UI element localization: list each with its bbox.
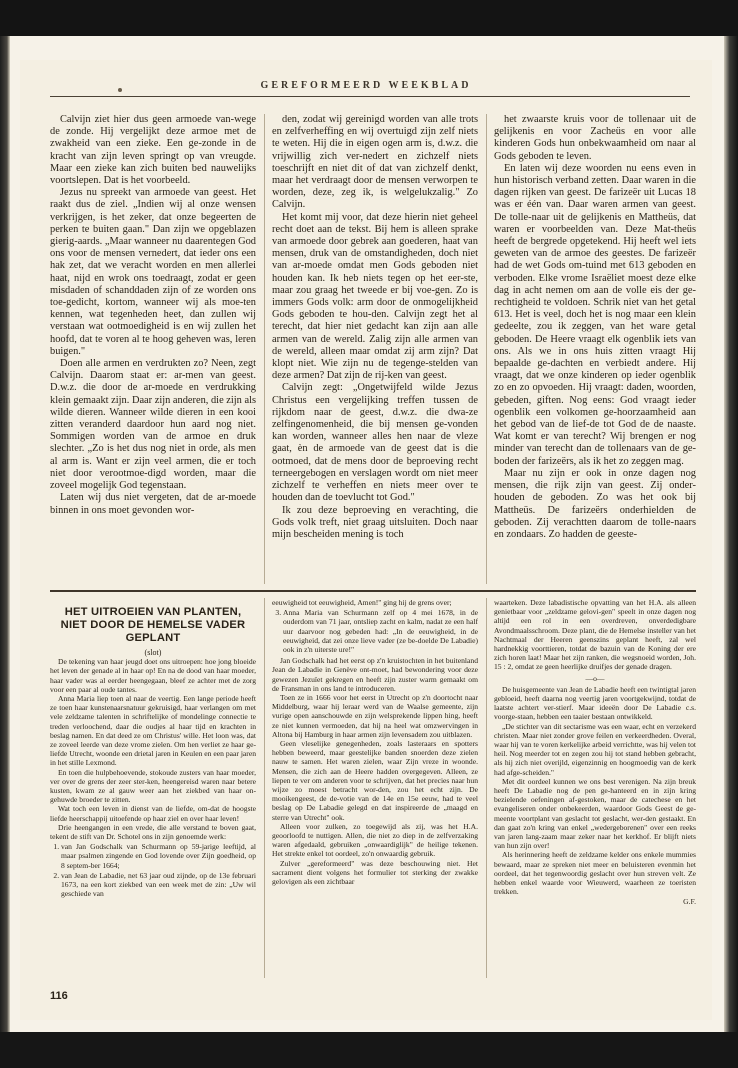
paragraph: Zulver „gereformeerd" was deze beschouwing niet. Het sacrament dient volgens het formulier tot sterking der zwakke gelovigen als een zichtbaar <box>272 858 478 887</box>
list-item: 3. Anna Maria van Schurmann zelf op 4 mei 1678, in de ouderdom van 71 jaar, ontsliep zacht en kalm, nadat ze een half uur daarvoor nog gebeden had: „In de eeuwigheid, in de eeuwigheid, dat zei onze lieve vader (ze be-doelde De Labadie) ook in z'n uiterste ure!" <box>283 608 478 654</box>
paragraph: Ik zou deze beproeving en verachting, die Gods volk treft, niet graag uitsluiten. Doch naar mijn bescheiden mening is toch <box>272 504 478 540</box>
header-rule <box>50 96 690 97</box>
paragraph: Als herinnering heeft de zeldzame kelder ons enkele mummies bewaard, maar ze spreken niet meer en beluisteren evenmin het oordeel, dat het tegenwoordig geslacht over hun streven velt. Ze hebben enkel waarde voor Wieuwerd, waarheen ze toeristen trekken. <box>494 850 696 897</box>
paragraph: eeuwigheid tot eeuwigheid, Amen!" ging hij de grens over; <box>272 598 452 607</box>
scan-bottom-border <box>0 1032 738 1068</box>
paragraph: En laten wij deze woorden nu eens even in hun historisch verband zetten. Daar waren in die dagen rijken van geest. De farizeër uit Lucas 18 was er één van. Daar waren armen van geest. De tolle-naar uit de gelijkenis en Mattheüs, dat waren er voorbeelden van. Deze Mat-theüs heeft de bergrede opgetekend. Hij heeft wel iets geweten van de armoe des geestes. De farizeër had de wet Gods om-tuind met 613 geboden en verboden. Elke vrome Israëliet moest deze elke dag in acht nemen om aan de volle eis der ge-rechtigheid te voldoen. Schrik niet van het getal 613. Het is veel, doch het is nog maar een klein gedeelte, zou ik zeggen, van het ware getal geboden. De Heere vraagt elk ogenblik iets van ons. Als we in ons huis zitten vraagt Hij bepaalde ge-dachten en verbiedt andere. Hij vraagt, dat we onze kinderen op ieder ogenblik zo en zo opvoeden. Hij vraagt: daden, woorden, gebeden, giften. Nog eens: God vraagt ieder ogenblik een volkomen ge-hoorzaamheid aan het gebod van de lief-de tot God de de naaste. Wat komt er van terecht? Wij brengen er nog minder van terecht dan de tollenaars van de ge-boden der farizeërs, als ik het zo zeggen mag. <box>494 162 696 467</box>
paragraph: Calvijn ziet hier dus geen armoede van-wege de zonde. Hij vergelijkt deze armoe met de zwakheid van een zieke. Een ge-zonde in de kracht van zijn leven springt op van vreugde. Maar een zieke kan zich buiten bed nauwelijks voortslepen. Dat is het voorbeeld. <box>50 114 256 187</box>
paragraph: Drie heengangen in een vrede, die alle verstand te boven gaat, tekent de stift van Dr. Schotel ons in zijn genoemde werk: <box>50 822 256 842</box>
paragraph: Wat toch een leven in dienst van de liefde, om-dat de hoogste liefde heerschappij uitoefende op haar ziel en over haar leven! <box>50 804 256 823</box>
numbered-list <box>272 608 478 654</box>
bottom-article-column-1 <box>50 598 256 1014</box>
scan-top-border <box>0 0 738 36</box>
paragraph: De huisgemeente van Jean de Labadie heeft een twintigtal jaren gebloeid, heeft daarna nog veertig jaren voortgekwijnd, totdat de laatste achtert ver-stierf. Maar ideeën door De Labadie c.s. voorge-staan, hebben een taaier bestaan ontwikkeld. <box>494 684 696 722</box>
paragraph: Calvijn zegt: „Ongetwijfeld wilde Jezus Christus een vergelijking treffen tussen de rijkdom naar de geest, d.w.z. die dwa-ze zelfingenomenheid, die bij mensen ge-vonden kan worden, wanneer alles hen naar de vleze gaat, èn de armoede van de geest dat is die ootmoed, dat de mens door de beproeving recht terneergebogen en verslagen wordt om niet meer zichzelf te verheffen en niets meer over te houden dan de toevlucht tot God." <box>272 382 478 504</box>
list-item: 1. van Jan Godschalk van Schurmann op 59-jarige leeftijd, al maar psalmen zingende en God lovende over Zijn goedheid, op 8 septem-ber 1664; <box>61 842 256 870</box>
top-article-column-1 <box>50 114 256 584</box>
paragraph: Maar nu zijn er ook in onze dagen nog mensen, die rijk zijn van geest. Zij onder-houden de geboden. Zo was het ook bij Mattheüs. De farizeërs onderhielden de geboden. Zij verachtten daarom de tolle-naars en zondaars. Zo hadden de geeste- <box>494 467 696 540</box>
top-article-column-2 <box>272 114 478 584</box>
paragraph: waarteken. Deze labadistische opvatting van het H.A. als alleen genietbaar voor „zeldzame gelovi-gen" speelt in onze dagen nog altijd een rol in een overdreven, onverdedigbare Avondmaalsschroom. Deze plant, die de Hemelse insteller van het Nachtmaal der Heeren geenszins geplant heeft, zal wel hardnekkig voorttieren, totdat de bazuin van de Koning der ere zich horen laat! Maar het zijn ranken, die wegsnoeid worden, Joh. 15 : 2, omdat ze geen heerlijke druifjes der genade dragen. <box>494 598 696 672</box>
column-divider <box>264 598 265 978</box>
list-item: 2. van Jean de Labadie, net 63 jaar oud zijnde, op de 13e februari 1673, na een kort ziekbed van een week met de zin: „Uw wil geschiede van <box>61 871 256 899</box>
column-divider <box>486 114 487 584</box>
scan-left-edge <box>0 36 10 1032</box>
paragraph: Geen vleselijke genegenheden, zoals lasteraars en spotters hebben beweerd, maar geestelijke banden snoerden deze zielen nauw te samen. Het waren zielen, waar Zijn vreze in woonde. Mensen, die zich aan de Heere hadden overgegeven. Alleen, ze liepen te ver om anderen voor te schrijven, dat het precies naar hun wijze zo moest betracht wor-den, zou het echt zijn. De mooikengeest, de de-votie van de 14e en 15e eeuw, had te veel beslag op De Labadie gelegd en dat inspireerde de „maagd en sterre van Utrecht" ook. <box>272 739 478 822</box>
column-divider <box>264 114 265 584</box>
paragraph: Anna Maria liep toen al naar de veertig. Een lange periode heeft ze toen haar kunstenaarsnatuur gekruisigd, haar verlangen om met vele zeldzame talenten in schriftelijke of mondelinge connectie te treden verloochend, daar die oudjes al haar tijd en krachten in beslag namen. En dat deed ze om Christus' wille. Het loon was, dat ze zoveel leerde van deze vrome zielen. Om hen verliet ze haar ge-liefde Utrecht, woonde een drietal jaren in Keulen en een paar jaren in het stille Lexmond. <box>50 694 256 768</box>
paragraph: Laten wij dus niet vergeten, dat de ar-moede binnen in ons moet gevonden wor- <box>50 492 256 516</box>
paragraph: „De stichter van dit sectarisme was een waar, echt en verzekerd christen. Maar niet zonder grove feilen en verkeerdheden. Overal, waar hij van te voren kerkelijke arbeid verrichtte, was hij velen tot heil. Nog meerder tot en zegen zou hij tot stand hebben gebracht, als hij zich niet overijld, eigenzinnig en hoogmoedig van de kerk had afge-scheiden." <box>494 721 696 777</box>
paragraph: De tekening van haar jeugd doet ons uitroepen: hoe jong bloeide het leven der genade al in haar op! En na de dood van haar moeder, haar vader was al eerder heengegaan, bleef ze achter met de zorg voor een paar al oude tantes. <box>50 657 256 694</box>
author-signature: G.F. <box>683 896 696 906</box>
paragraph: Het komt mij voor, dat deze hierin niet geheel recht doet aan de tekst. Bij hem is alleen sprake van armoede door gebrek aan goederen, haat van mensen, druk van de omstandigheden, doch niet van ar-moede omdat men Gods geboden niet houden kan. Ik heb niets tegen op het eer-ste, maar zou graag het tweede er bij voe-gen. Zo is immers Gods volk: arm door de onmogelijkheid Gods geboden te hou-den. Calvijn zegt het al terecht, dat hier niet gedacht kan zijn aan alle armen van de wereld. Zalig zijn alle armen van de wereld, alleen maar omdat zij arm zijn? Dat klopt niet. Wie zijn nu de tegenge-stelden van deze armen? Dat zijn de rij-ken van geest. <box>272 211 478 382</box>
section-ornament: —o— <box>585 673 605 683</box>
section-divider <box>50 590 696 592</box>
article-title: HET UITROEIEN VAN PLANTEN, NIET DOOR DE HEMELSE VADER GEPLANT <box>60 606 246 644</box>
paragraph: Jan Godschalk had het eerst op z'n kruistochten in het buitenland Jean de Labadie in Genève ont-moet, had bewondering voor deze gewezen Jezuïet gekregen en heeft zijn zuster warm gemaakt om de Fransman in ons land te introduceren. <box>272 656 478 693</box>
paragraph: Met dit oordeel kunnen we ons best verenigen. Na zijn breuk heeft De Labadie nog de pen ge-hanteerd en in zijn kring bezielende oefeningen af-gestoken, maar de catechese en het evangeliseren onder onbekeerden, waardoor Gods Geest de ge-meente voortplant van geslacht tot geslacht, wer-den gestaakt. En dan gaat zo'n kring van enkel „wedergeborenen" over een reeks van jaren lang-zaam maar zeker naar het kerkhof. Er blijft niets van hun zijn over! <box>494 776 696 851</box>
article-subtitle: (slot) <box>144 648 162 657</box>
column-divider <box>486 598 487 978</box>
paragraph: Toen ze in 1666 voor het eerst in Utrecht op z'n doortocht naar Middelburg, waar hij leraar werd van de Waalse gemeente, zijn vurige open aanschouwde en zijn welsprekende lippen hing, heeft ze niet kunnen vermoeden, dat hij na heel wat omzwervingen in Altona bij Hamburg in haar armen zijn levensadem zou uitblazen. <box>272 693 478 739</box>
bottom-article-column-3 <box>494 598 696 1014</box>
top-article-column-3 <box>494 114 696 584</box>
page-number: 116 <box>50 990 68 1002</box>
bottom-article-column-2 <box>272 598 478 1014</box>
numbered-list <box>50 842 256 898</box>
magazine-page <box>20 60 712 1020</box>
paragraph: Alleen voor zulken, zo toegewijd als zij, was het H.A. geoorloofd te nuttigen. Allen, die niet zo diep in de zelfverzaking waren afgedaald, gebruiken „onwaardiglijk" de heilige tekenen. Het strekte enkel tot oordeel, zo'n onwaardig gebruik. <box>272 821 478 859</box>
paragraph: het zwaarste kruis voor de tollenaar uit de gelijkenis en voor Zacheüs en voor alle kinderen Gods hun onbekwaamheid om naar al Gods geboden te leven. <box>494 114 696 162</box>
paragraph: Doen alle armen en verdrukten zo? Neen, zegt Calvijn. Daarom staat er: ar-men van geest. D.w.z. die door de ar-moede en verdrukking klein gemaakt zijn. Daar zijn anderen, die zijn als wilde dieren. Wanneer wilde dieren in een kooi zitten veranderd daardoor hun aard nog niet. Sommigen worden van de armoe en druk slechter. „Zo is het dus nog niet in orde, als men al arm is. Want er zijn veel armen, die er toch niet door verootmoe-digd worden, maar die zoveel mogelijk God tegenstaan. <box>50 358 256 492</box>
scan-right-edge <box>724 36 738 1032</box>
running-header: GEREFORMEERD WEEKBLAD <box>260 80 472 91</box>
paragraph: den, zodat wij gereinigd worden van alle trots en zelfverheffing en wij overtuigd zijn zelf niets te weten. Hij die in eigen ogen arm is, d.w.z. die vrijwillig zich ver-nedert en zichzelf niets toeschrijft en niet dit of dat van zichzelf denkt, maar het verdraagt door de mensen verworpen te worden, deze, zeg ik, is welgelukzalig." Zo Calvijn. <box>272 114 478 211</box>
paragraph: Jezus nu spreekt van armoede van geest. Het raakt dus de ziel. „Indien wij al onze wensen verkrijgen, is het zeker, dat onze begeerten de perken te buiten gaan." Dan zijn we opgeblazen gierig-aards. „Maar wanneer nu daarentegen God ons voor de mensen vernedert, dat ieder ons een hak zet, dat we veracht worden en men allerlei haat, nijd en wrok ons toedraagt, zodat er geen misdaden of schanddaden zijn of ze worden ons toe-gedicht, kortom, wanneer wij als moe-ten kennen, wat tegenheden heet, dan zullen wij verstaan wat ootmoedigheid is en wij zullen het hoofd, dat te voren al te hoog geheven was, leren buigen." <box>50 187 256 357</box>
paragraph: En toen die hulpbehoevende, stokoude zusters van haar moeder, ver over de grens der zeer ster-ken, heengereisd waren naar betere kusten, kwam ze al gauw weer aan het ziekbed van haar on-gehuwde broeder te zitten. <box>50 767 256 805</box>
